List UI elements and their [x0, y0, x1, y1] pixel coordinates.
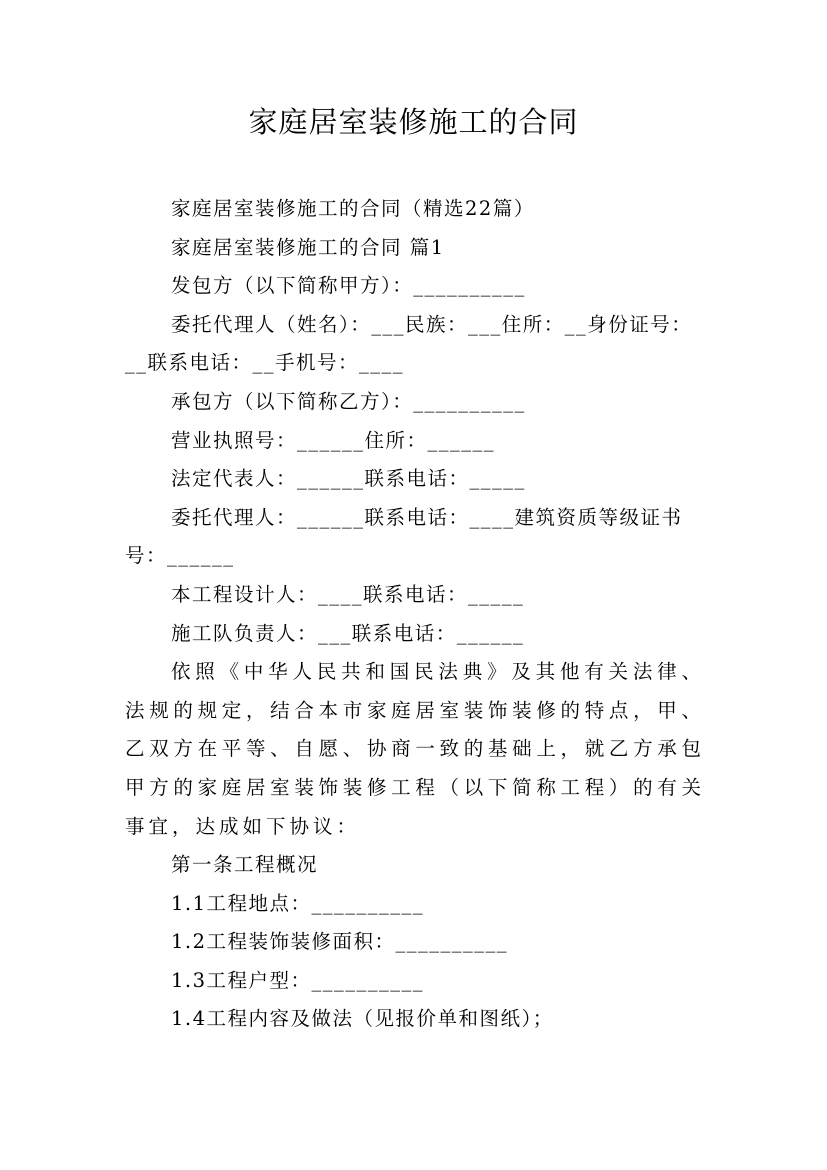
text-line: 承包方（以下简称乙方）：__________: [171, 389, 526, 413]
clause-item: 1.2工程装饰装修面积：__________: [171, 930, 509, 954]
text-line: __联系电话：__手机号：____: [125, 351, 405, 375]
text-line: 家庭居室装修施工的合同 篇1: [171, 235, 445, 259]
text-line: 施工队负责人：___联系电话：______: [171, 621, 525, 645]
text-line: 号：______: [125, 544, 235, 568]
body-paragraph: 依照《中华人民共和国民法典》及其他有关法律、法规的规定，结合本市家庭居室装饰装修的特点，甲、乙双方在平等、自愿、协商一致的基础上，就乙方承包甲方的家庭居室装饰装修工程（以下简称工程）的有关事宜，达成如下协议：: [125, 660, 705, 838]
text-line: 委托代理人（姓名）：___民族：___住所：__身份证号：: [171, 312, 693, 336]
clause-item: 1.3工程户型：__________: [171, 968, 425, 992]
document-body: [125, 190, 705, 1039]
text-line: 法定代表人：______联系电话：_____: [171, 467, 526, 491]
text-line: 家庭居室装修施工的合同（精选22篇）: [171, 197, 535, 220]
clause-heading: 第一条工程概况: [171, 853, 319, 877]
clause-item: 1.4工程内容及做法（见报价单和图纸）；: [171, 1007, 554, 1031]
clause-item: 1.1工程地点：__________: [171, 891, 425, 915]
text-line: 委托代理人：______联系电话：____建筑资质等级证书: [171, 505, 683, 529]
document-title: 家庭居室装修施工的合同: [248, 105, 579, 139]
text-line: 本工程设计人：____联系电话：_____: [171, 582, 525, 606]
text-line: 发包方（以下简称甲方）：__________: [171, 274, 526, 298]
text-line: 营业执照号：______住所：______: [171, 428, 496, 452]
